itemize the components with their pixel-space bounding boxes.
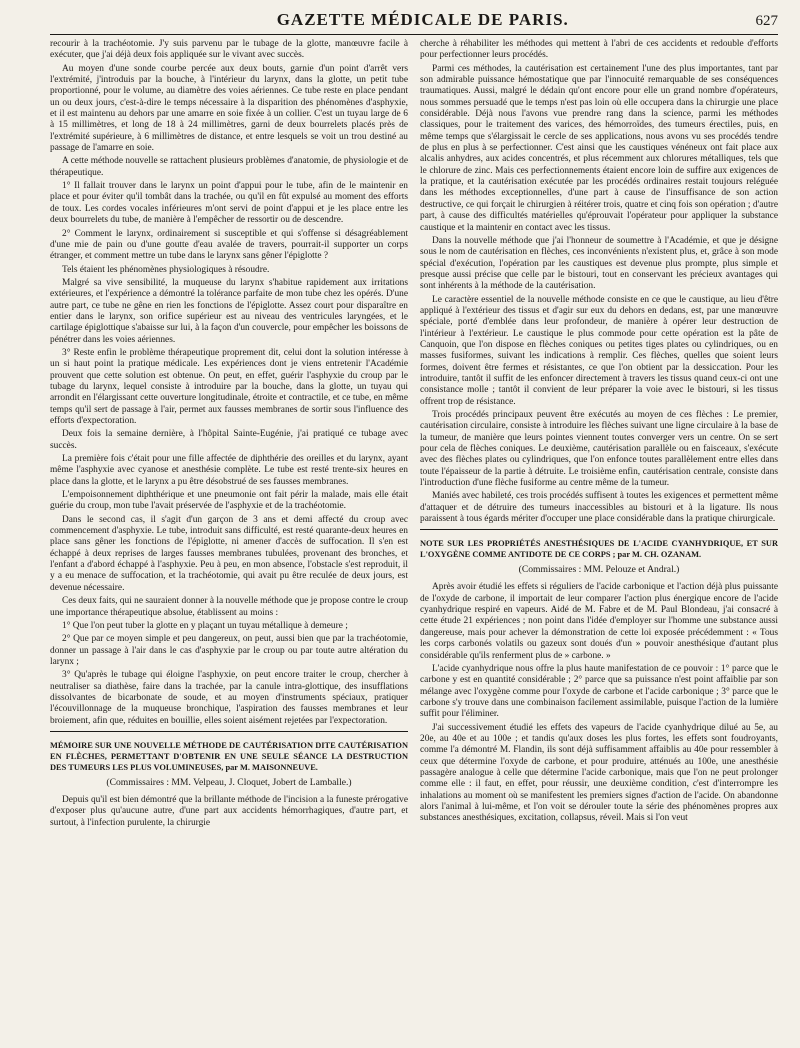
paragraph: L'empoisonnement diphthérique et une pneumonie ont fait périr la malade, mais elle était guérie du croup, mon tube l'avait préservée de l'asphyxie et de la trachéotomie. <box>50 490 408 512</box>
section-title: NOTE SUR LES PROPRIÉTÉS ANESTHÉSIQUES DE L'ACIDE CYANHYDRIQUE, ET SUR L'OXYGÈNE COMME ANTIDOTE DE CE CORPS ; par M. CH. OZANAM. <box>420 539 778 560</box>
paragraph: Au moyen d'une sonde courbe percée aux deux bouts, garnie d'un point d'arrêt vers l'extrémité, j'introduis par la bouche, à l'intérieur du larynx, dans la glotte, un petit tube proportionné, pour le volume, au diamètre des voies aériennes. Ce tube reste en place pendant un ou deux jours, c'est-à-dire le temps nécessaire à la disparition des phénomènes d'asphyxie, et il est maintenu au dehors par une amarre en soie fixée à un collier. C'est un tuyau large de 6 à 15 millimètres, et long de 18 à 24 millimètres, garni de deux bourrelets placés près de l'extrémité supérieure, à 6 millimètres de distance, et entre lesquels se voit un trou destiné au passage de l'amarre en soie. <box>50 63 408 154</box>
commissioners-line: (Commissaires : MM. Velpeau, J. Cloquet, Jobert de Lamballe.) <box>106 776 352 788</box>
page-number: 627 <box>755 13 778 29</box>
paragraph: Dans le second cas, il s'agit d'un garçon de 3 ans et demi affecté du croup avec commencement d'asphyxie. Le tube, introduit sans difficulté, est resté quarante-deux heures en place sans gêner les fonctions de l'épiglotte, ni amener d'accès de suffocation. Il s'en est échappé à deux reprises de larges fausses membranes tubulées, provenant des bronches, et l'enfant a d'abord échappé à l'asphyxie. Peu à peu, en mon absence, l'obstacle s'est reproduit, il y a eu menace de suffocation, et la trachéotomie, qui avait pu être reculée de deux jours, est devenue nécessaire. <box>50 514 408 593</box>
paragraph: L'acide cyanhydrique nous offre la plus haute manifestation de ce pouvoir : 1° parce que le carbone y est en quantité considérable ; 2° parce que sa puissance n'est point affaiblie par son mélange avec l'oxygène comme pour l'oxyde de carbone et l'acide carbonique ; 3° parce que le carbone s'y trouve dans une combinaison facilement assimilable, puisque l'action de la lumière suffit pour l'éliminer. <box>420 663 778 720</box>
paragraph: 3° Qu'après le tubage qui éloigne l'asphyxie, on peut encore traiter le croup, chercher à neutraliser sa diathèse, faire dans la trachée, par la canule intra-glottique, des insufflations dissolvantes de bicarbonate de soude, et au moyen d'instruments spéciaux, pratiquer l'écouvillonnage de la muqueuse bronchique, l'aspiration des fausses membranes et leur broiement, afin que, réduites en bouillie, elles soient aisément rejetées par l'expectoration. <box>50 670 408 726</box>
paragraph: Maniés avec habileté, ces trois procédés suffisent à toutes les exigences et permettent même d'attaquer et de détruire des tumeurs inaccessibles au bistouri et à la ligature. Ils nous paraissent à tous égards mériter d'occuper une place considérable dans la pratique chirurgicale. <box>420 491 778 525</box>
paragraph: Le caractère essentiel de la nouvelle méthode consiste en ce que le caustique, au lieu d'être appliqué à l'extérieur des tissus et d'agir sur eux du dehors en dedans, est, par une manœuvre spéciale, porté d'emblée dans leur profondeur, de manière à opérer leur destruction de l'intérieur à l'extérieur. Le caustique le plus commode pour cette opération est la pâte de Canquoin, que l'on dispose en flèches coniques ou petites tiges plates ou cylindriques, ou en masses fusiformes, suivant les indications à remplir. Ces flèches, quelles que soient leurs formes, doivent être fermes et résistantes, ce que l'on obtient par la dessiccation. Pour les introduire, tantôt il suffit de les enfoncer directement à travers les tissus quand ceux-ci ont une consistance molle ; tantôt il convient de leur préparer la voie avec le bistouri, si les tissus offrent trop de résistance. <box>420 294 778 407</box>
page-header <box>50 10 778 35</box>
paragraph: Parmi ces méthodes, la cautérisation est certainement l'une des plus importantes, tant par son admirable puissance hémostatique que par l'innocuité remarquable de ses conséquences traumatiques. Aussi, malgré le dédain qu'ont encore pour elle un grand nombre d'opérateurs, nous sommes persuadé que le temps n'est pas loin où elle occupera dans la chirurgie une place considérable. Déjà nous l'avons vue prendre rang dans la science, parmi les méthodes classiques, pour le traitement des varices, des hémorroïdes, des tumeurs érectiles, puis, en même temps que s'élargissait le cercle de ses applications, nous avons vu ses procédés tendre de plus en plus à se perfectionner. C'est ainsi que les caustiques vénéneux ont fait place aux alcalis anhydres, aux acides concentrés, et plus récemment aux chlorures métalliques, tels que le chlorure de zinc. Mais ces perfectionnements étaient encore loin de suffire aux exigences de la pratique, et la cautérisation exécutée par les procédés ordinaires restait toujours reléguée dans les méthodes exceptionnelles, d'une part à cause de l'insuffisance de son action destructive, ce qui forçait le chirurgien à réitérer trois, quatre et cinq fois son opération ; d'autre part, à cause des difficultés matérielles qu'éprouvait l'opérateur pour appliquer la substance caustique et la maintenir en contact avec les tissus. <box>420 63 778 233</box>
paragraph: J'ai successivement étudié les effets des vapeurs de l'acide cyanhydrique dilué au 5e, au 20e, au 40e et au 100e ; et tandis qu'aux doses les plus fortes, les effets sont foudroyants, comme l'a démontré M. Flandin, ils sont déjà suffisamment affaiblis au 40e pour ressembler à ceux que détermine l'oxyde de carbone, et pour produire, atténués au 100e, une anesthésie passagère analogue à celle que détermine l'acide carbonique, mais que l'on ne peut prolonger comme elle : il faut, en effet, pour réussir, une deuxième condition, c'est d'interrompre les inhalations au moment où se manifestent les premiers signes d'action de l'acide. On abandonne alors l'animal à lui-même, et l'on voit se dérouler toute la série des phénomènes propres aux substances anesthésiques, excitation, collapsus, réveil. Mais si l'on veut <box>420 722 778 824</box>
paragraph: cherche à réhabiliter les méthodes qui mettent à l'abri de ces accidents et redouble d'efforts pour perfectionner leurs procédés. <box>420 39 778 61</box>
paragraph: 1° Il fallait trouver dans le larynx un point d'appui pour le tube, afin de le maintenir en place et pour éviter qu'il tombât dans la trachée, ou qu'il en fût expulsé au moment des efforts de toux. Les cordes vocales inférieures m'ont servi de point d'appui et je les place entre les deux bourrelets du tube, de manière à l'empêcher de ressortir ou de descendre. <box>50 181 408 226</box>
commissioners-line: (Commissaires : MM. Pelouze et Andral.) <box>518 564 680 576</box>
section-divider <box>50 731 408 732</box>
journal-title: GAZETTE MÉDICALE DE PARIS. <box>276 10 569 29</box>
section-divider <box>420 529 778 530</box>
paragraph: Depuis qu'il est bien démontré que la brillante méthode de l'incision a la funeste prérogative d'exposer plus qu'aucune autre, d'une part aux accidents hémorrhagiques, d'autre part, et surtout, à l'infection purulente, la chirurgie <box>50 794 408 828</box>
section-title: MÉMOIRE SUR UNE NOUVELLE MÉTHODE DE CAUTÉRISATION DITE CAUTÉRISATION EN FLÈCHES, PERMETTANT D'OBTENIR EN UNE SEULE SÉANCE LA DESTRUCTION DES TUMEURS LES PLUS VOLUMINEUSES, par M. MAISONNEUVE. <box>50 740 408 772</box>
paragraph: Dans la nouvelle méthode que j'ai l'honneur de soumettre à l'Académie, et que je désigne sous le nom de cautérisation en flèches, ces inconvénients n'existent plus, et, grâce à son mode spécial d'exécution, l'opération par les caustiques est devenue plus prompte, plus simple et presque aussi précise que celle par le bistouri, tout en conservant les précieux avantages qui sont inhérents à la méthode de la cautérisation. <box>420 235 778 292</box>
right-column <box>420 39 778 1044</box>
paragraph: Malgré sa vive sensibilité, la muqueuse du larynx s'habitue rapidement aux irritations extérieures, et l'expérience a démontré la tolérance parfaite de mon tube chez les opérés. D'une autre part, ce tube ne gêne en rien les fonctions de l'épiglotte. Assez court pour disparaître en entier dans le larynx, son orifice supérieur est au niveau des ventricules laryngées, et le cartilage épiglottique s'abaisse sur lui, à la façon d'un couvercle, pour empêcher les boissons de pénétrer dans les voies aériennes. <box>50 277 408 345</box>
paragraph: Trois procédés principaux peuvent être exécutés au moyen de ces flèches : Le premier, cautérisation circulaire, consiste à introduire les flèches suivant une ligne circulaire à la base de la tumeur, de manière que leurs pointes viennent toutes converger vers un centre. On se sert pour cela de flèches coniques. Le deuxième, cautérisation parallèle ou en faisceaux, s'exécute avec des flèches plates ou cylindriques, que l'on enfonce toutes parallèlement entre elles dans toute l'épaisseur de la partie à détruite. Le troisième enfin, cautérisation centrale, consiste dans l'introduction d'une flèche fusiforme au centre même de la tumeur. <box>420 410 778 489</box>
paragraph: Deux fois la semaine dernière, à l'hôpital Sainte-Eugénie, j'ai pratiqué ce tubage avec succès. <box>50 429 408 451</box>
left-column <box>50 39 408 1044</box>
paragraph: A cette méthode nouvelle se rattachent plusieurs problèmes d'anatomie, de physiologie et de thérapeutique. <box>50 156 408 178</box>
paragraph: 3° Reste enfin le problème thérapeutique proprement dit, celui dont la solution intéresse à un si haut point la pratique médicale. Les expériences dont je viens entretenir l'Académie prouvent que cette solution est obtenue. On peut, en effet, guérir l'asphyxie du croup par le tubage du larynx, lequel consiste à introduire par la bouche, dans la glotte, un tuyau qui arrondit en l'élargissant cette ouverture longitudinale, étroite et contractile, et ce tube, en même temps qu'il sert de passage à l'air, permet aux fausses membranes de sortir sous l'influence des efforts d'expectoration. <box>50 347 408 426</box>
paragraph: recourir à la trachéotomie. J'y suis parvenu par le tubage de la glotte, manœuvre facile à exécuter, que j'ai déjà deux fois appliquée sur le vivant avec succès. <box>50 39 408 61</box>
paragraph: La première fois c'était pour une fille affectée de diphthérie des oreilles et du larynx, ayant même l'asphyxie avec cyanose et anesthésie complète. Le tube est resté trente-six heures en place dans la glotte, et le larynx a pu être désobstrué de ses fausses membranes. <box>50 454 408 487</box>
paragraph: Après avoir étudié les effets si réguliers de l'acide carbonique et l'action déjà plus puissante de l'oxyde de carbone, il importait de leur comparer l'action plus énergique encore de l'acide cyanhydrique respiré en vapeurs. Aidé de M. Fabre et de M. Paul Blondeau, j'ai consacré à cette étude 21 expériences ; non point dans l'idée d'employer sur l'homme une substance aussi dangereuse, mais pour achever la démonstration de cette loi exposée précédemment : « Tous les corps carbonés volatils ou gazeux sont doués d'un » pouvoir anesthésique d'autant plus considérable qu'ils renferment plus de » carbone. » <box>420 582 778 661</box>
text-columns <box>50 39 778 1044</box>
paragraph: Ces deux faits, qui ne sauraient donner à la nouvelle méthode que je propose contre le croup une importance thérapeutique absolue, établissent au moins : <box>50 596 408 618</box>
paragraph: 2° Comment le larynx, ordinairement si susceptible et qui s'offense si désagréablement d'une mie de pain ou d'une goutte d'eau avalée de travers, pourrait-il supporter un corps étranger, et comment mettre un tube dans le larynx sans gêner l'épiglotte ? <box>50 228 408 262</box>
paragraph: 1° Que l'on peut tuber la glotte en y plaçant un tuyau métallique à demeure ; <box>62 620 348 631</box>
paragraph: Tels étaient les phénomènes physiologiques à résoudre. <box>62 264 270 275</box>
paragraph: 2° Que par ce moyen simple et peu dangereux, on peut, aussi bien que par la trachéotomie, donner un passage à l'air dans le cas d'asphyxie par le croup ou par toute autre altération du larynx ; <box>50 634 408 667</box>
